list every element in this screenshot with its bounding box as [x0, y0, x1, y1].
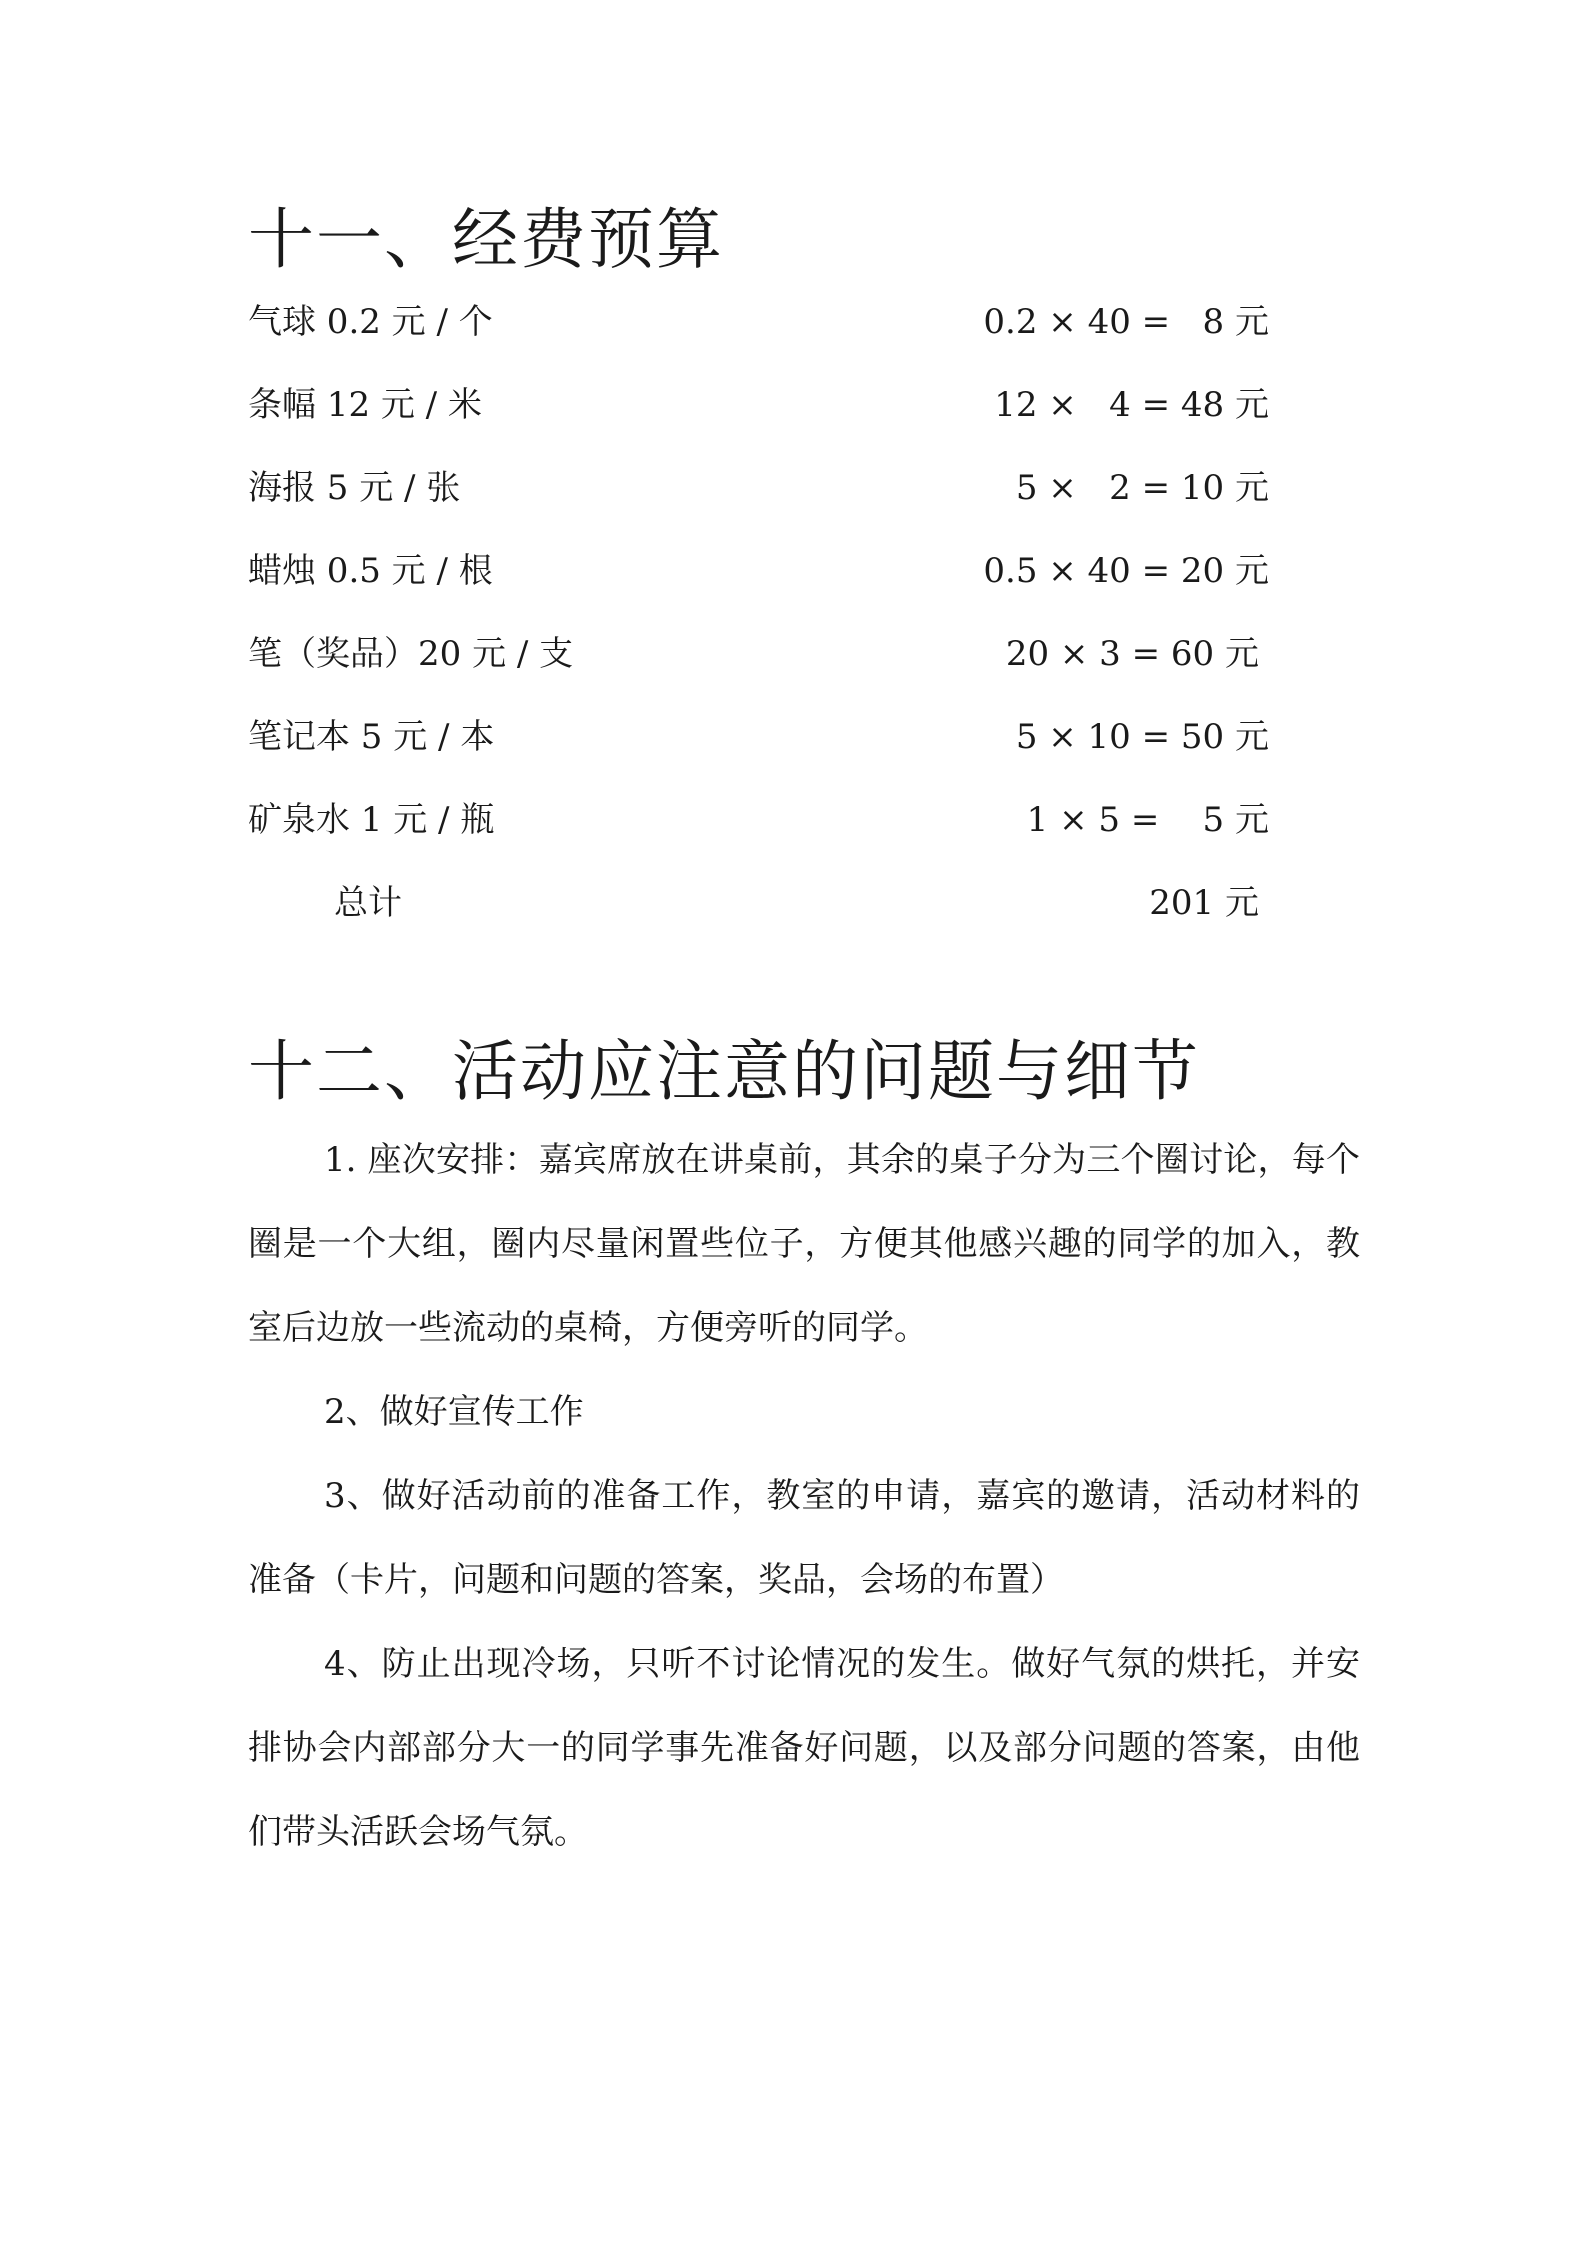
budget-item: 笔记本 5 元 / 本	[248, 717, 495, 757]
section-title-notes: 十二、活动应注意的问题与细节	[248, 1033, 1200, 1110]
budget-row	[0, 375, 1594, 435]
budget-row	[0, 790, 1594, 850]
note-paragraph: 1. 座次安排：嘉宾席放在讲桌前，其余的桌子分为三个圈讨论，每个圈是一个大组，圈内尽量闲置些位子，方便其他感兴趣的同学的加入，教室后边放一些流动的桌椅，方便旁听的同学。	[248, 1140, 1360, 1348]
budget-total-value: 201 元	[1149, 883, 1259, 923]
note-paragraph: 2、做好宣传工作	[324, 1392, 584, 1432]
budget-row	[0, 458, 1594, 518]
budget-item: 笔（奖品）20 元 / 支	[248, 634, 574, 674]
budget-calc: 20 × 3 = 60 元	[1005, 634, 1259, 674]
budget-calc: 5 × 10 = 50 元	[1015, 717, 1269, 757]
note-paragraph: 4、防止出现冷场，只听不讨论情况的发生。做好气氛的烘托，并安排协会内部部分大一的同学事先准备好问题，以及部分问题的答案，由他们带头活跃会场气氛。	[248, 1644, 1360, 1852]
budget-item: 矿泉水 1 元 / 瓶	[248, 800, 495, 840]
note-paragraph: 3、做好活动前的准备工作，教室的申请，嘉宾的邀请，活动材料的准备（卡片，问题和问题的答案，奖品，会场的布置）	[248, 1476, 1360, 1600]
budget-row	[0, 292, 1594, 352]
budget-item: 蜡烛 0.5 元 / 根	[248, 551, 493, 591]
budget-calc: 1 × 5 = 5 元	[1026, 800, 1269, 840]
budget-calc: 0.2 × 40 = 8 元	[983, 302, 1269, 342]
budget-item: 海报 5 元 / 张	[248, 468, 461, 508]
budget-total-label: 总计	[334, 883, 402, 923]
budget-row	[0, 707, 1594, 767]
budget-calc: 12 × 4 = 48 元	[994, 385, 1269, 425]
notes-list	[248, 1118, 1360, 1874]
budget-calc: 5 × 2 = 10 元	[1015, 468, 1269, 508]
budget-calc: 0.5 × 40 = 20 元	[983, 551, 1269, 591]
budget-total-row	[0, 873, 1594, 933]
budget-row	[0, 541, 1594, 601]
budget-item: 气球 0.2 元 / 个	[248, 302, 493, 342]
section-title-budget: 十一、经费预算	[248, 201, 724, 278]
budget-row	[0, 624, 1594, 684]
budget-item: 条幅 12 元 / 米	[248, 385, 482, 425]
